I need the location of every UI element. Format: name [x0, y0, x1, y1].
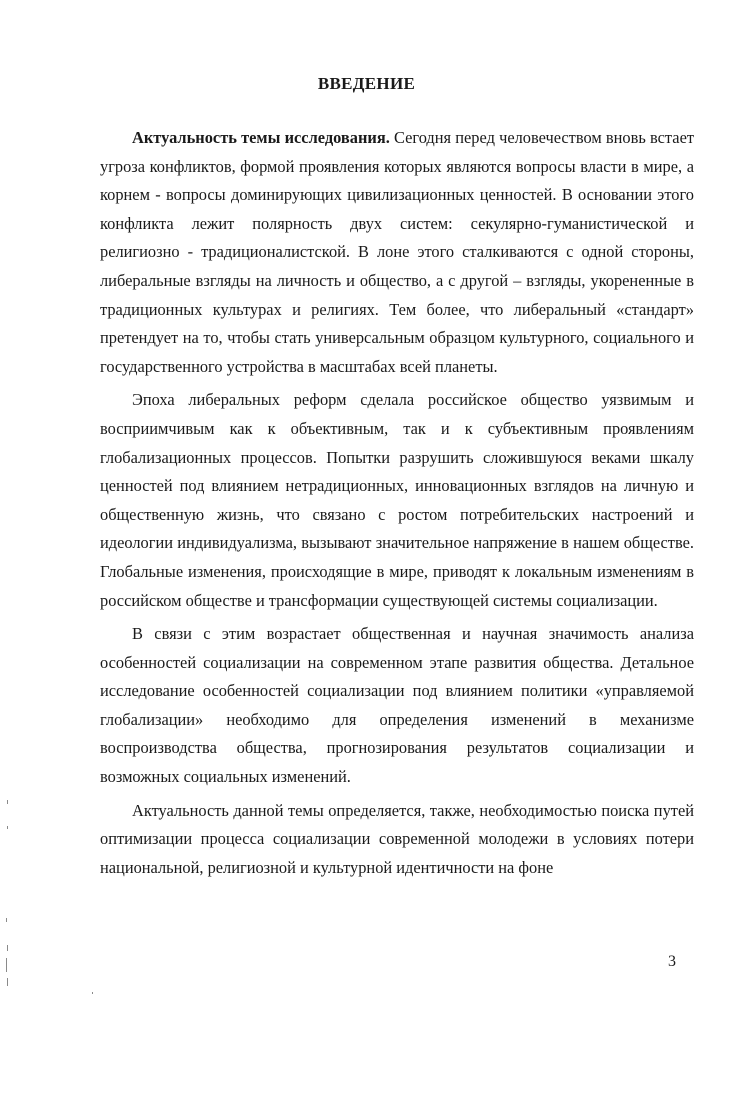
scan-artifact — [6, 958, 7, 972]
page-number: 3 — [668, 953, 676, 970]
scan-artifact — [7, 978, 8, 986]
paragraph-liberal-reforms: Эпоха либеральных реформ сделала российское общество уязвимым и восприимчивым как к объективным, так и к субъективным проявлениям глобализационных процессов. Попытки разрушить сложившуюся веками шкалу ценностей под влиянием нетрадиционных, инновационных взглядов на личную и общественную жизнь, что связано с ростом потребительских настроений и идеологии индивидуализма, вызывают значительное напряжение в нашем обществе. Глобальные изменения, происходящие в мире, приводят к локальным изменениям в российском обществе и трансформации существующей системы социализации. — [100, 390, 694, 610]
paragraph-text: Сегодня перед человечеством вновь встает угроза конфликтов, формой проявления которых являются вопросы власти в мире, а корнем - вопросы доминирующих цивилизационных ценностей. В основании этого конфликта лежит полярность двух систем: секулярно-гуманистической и религиозно - традиционалистской. В лоне этого сталкиваются с одной стороны, либеральные взгляды на личность и общество, а с другой – взгляды, укорененные в традиционных культурах и религиях. Тем более, что либеральный «стандарт» претендует на то, чтобы стать универсальным образцом культурного, социального и государственного устройства в масштабах всей планеты. — [100, 128, 695, 376]
document-body — [100, 124, 694, 887]
scan-artifact — [92, 992, 93, 994]
paragraph-topic-relevance: Актуальность данной темы определяется, также, необходимостью поиска путей оптимизации процесса социализации современной молодежи в условиях потери национальной, религиозной и культурной идентичности на фоне — [100, 800, 694, 877]
paragraph-relevance — [100, 124, 694, 381]
scan-artifact — [7, 800, 8, 804]
paragraph-lead: Актуальность темы исследования. — [132, 128, 390, 147]
scan-artifact — [6, 918, 7, 922]
scan-artifact — [7, 826, 8, 829]
page-heading: ВВЕДЕНИЕ — [317, 74, 416, 93]
scan-artifact — [7, 945, 8, 951]
paragraph-socialization-significance: В связи с этим возрастает общественная и научная значимость анализа особенностей социализации на современном этапе развития общества. Детальное исследование особенностей социализации под влиянием политики «управляемой глобализации» необходимо для определения изменений в механизме воспроизводства общества, прогнозирования результатов социализации и возможных социальных изменений. — [100, 624, 694, 787]
